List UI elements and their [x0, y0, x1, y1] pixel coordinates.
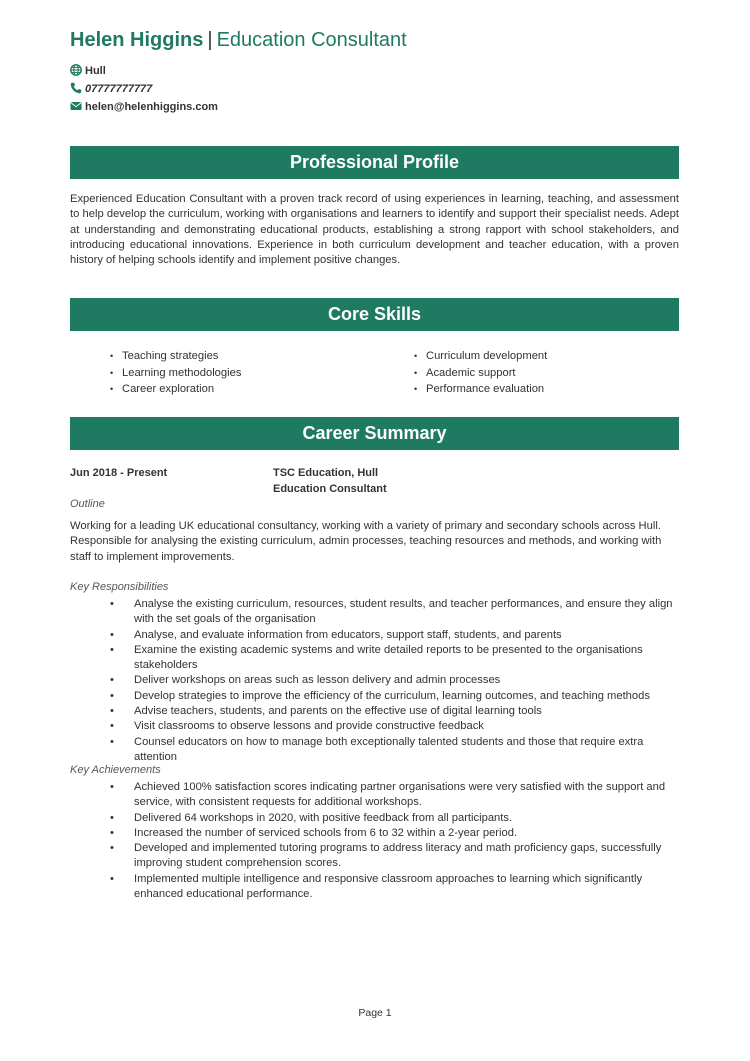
responsibility-item: • Visit classrooms to observe lessons and provide constructive feedback: [110, 719, 680, 734]
section-professional-profile: Professional Profile: [70, 146, 679, 179]
responsibilities-label: Key Responsibilities: [70, 581, 169, 593]
candidate-name: Helen Higgins: [70, 29, 204, 51]
envelope-icon: [70, 100, 82, 112]
achievement-item: • Delivered 64 workshops in 2020, with positive feedback from all participants.: [110, 811, 680, 826]
profile-text: Experienced Education Consultant with a proven track record of using experiences in learning, teaching, and assessment to help develop the curriculum, working with organisations and learners to identify and support their specialist needs. Adept at understanding and demonstrating educational products, establishing a strong rapport with school stakeholders, and introducing educational innovations. Experience in both curriculum development and teacher education, with a proven history of helping schools identify and implement positive changes.: [70, 193, 679, 267]
contact-email: [70, 100, 218, 114]
responsibility-item: • Analyse the existing curriculum, resources, student results, and teacher performances, and ensure they align with the set goals of the organisation: [110, 597, 680, 628]
skill-item: • Teaching strategies: [110, 348, 241, 365]
responsibility-item: • Analyse, and evaluate information from educators, support staff, students, and parents: [110, 628, 680, 643]
skill-item: • Academic support: [414, 365, 547, 382]
page-number: Page 1: [358, 1007, 392, 1019]
responsibility-item: • Examine the existing academic systems and write detailed reports to be presented to the organisations stakeholders: [110, 643, 680, 674]
skill-item: • Career exploration: [110, 381, 241, 398]
achievements-list: [110, 780, 680, 902]
resume-header: [70, 28, 407, 52]
achievement-item: • Implemented multiple intelligence and responsive classroom approaches to learning which significantly enhanced educational performance.: [110, 872, 680, 903]
job-title: Education Consultant: [273, 483, 387, 495]
job-company: TSC Education, Hull: [273, 467, 379, 479]
achievements-label: Key Achievements: [70, 764, 161, 776]
outline-label: Outline: [70, 498, 105, 510]
skill-item: • Performance evaluation: [414, 381, 547, 398]
globe-icon: [70, 64, 82, 76]
responsibility-item: • Develop strategies to improve the efficiency of the curriculum, learning outcomes, and teaching methods: [110, 689, 680, 704]
contact-phone: [70, 82, 152, 96]
job-date: Jun 2018 - Present: [70, 467, 168, 479]
responsibility-item: • Advise teachers, students, and parents on the effective use of digital learning tools: [110, 704, 680, 719]
header-separator: |: [207, 29, 213, 51]
candidate-role: Education Consultant: [216, 29, 407, 51]
responsibilities-list: [110, 597, 680, 765]
contact-phone-text: 07777777777: [85, 83, 153, 95]
skills-column-1: [110, 348, 241, 398]
responsibility-item: • Counsel educators on how to manage both exceptionally talented students and those that require extra attention: [110, 735, 680, 766]
achievement-item: • Achieved 100% satisfaction scores indicating partner organisations were very satisfied with the support and service, with consistent requests for additional workshops.: [110, 780, 680, 811]
phone-icon: [70, 82, 82, 94]
contact-email-text: helen@helenhiggins.com: [85, 101, 218, 113]
contact-location: [70, 64, 106, 78]
skill-item: • Learning methodologies: [110, 365, 241, 382]
achievement-item: • Increased the number of serviced schools from 6 to 32 within a 2-year period.: [110, 826, 680, 841]
contact-location-text: Hull: [85, 65, 106, 77]
section-career-summary: Career Summary: [70, 417, 679, 450]
section-core-skills: Core Skills: [70, 298, 679, 331]
skills-column-2: [414, 348, 547, 398]
achievement-item: • Developed and implemented tutoring programs to address literacy and math proficiency gaps, successfully improving student comprehension scores.: [110, 841, 680, 872]
responsibility-item: • Deliver workshops on areas such as lesson delivery and admin processes: [110, 673, 680, 688]
skill-item: • Curriculum development: [414, 348, 547, 365]
outline-text: Working for a leading UK educational consultancy, working with a variety of primary and secondary schools across Hull. Responsible for analysing the existing curriculum, admin processes, teaching resources and methods, and working with staff to implement improvements.: [70, 520, 662, 563]
